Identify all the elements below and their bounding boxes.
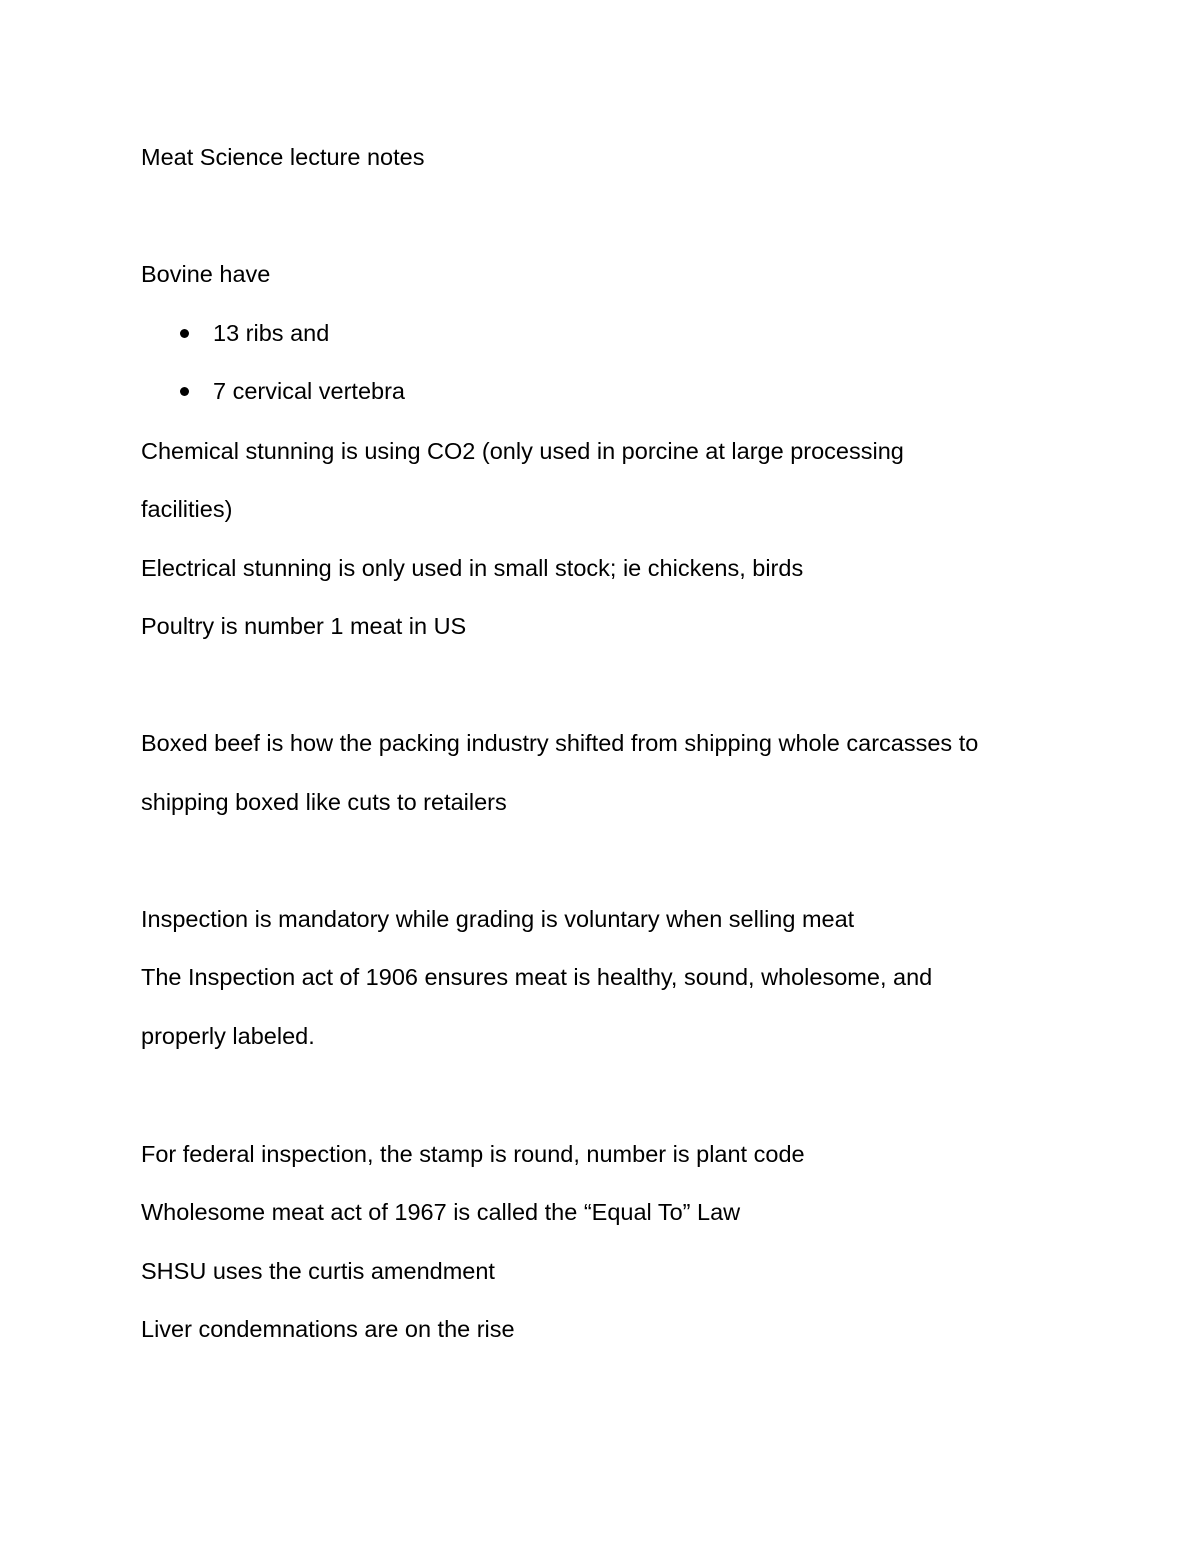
list-item: 7 cervical vertebra xyxy=(213,378,405,404)
paragraph: Electrical stunning is only used in small stock; ie chickens, birds xyxy=(141,555,804,581)
paragraph: Boxed beef is how the packing industry shifted from shipping whole carcasses to xyxy=(141,730,979,756)
paragraph: Liver condemnations are on the rise xyxy=(141,1316,515,1342)
paragraph: For federal inspection, the stamp is round, number is plant code xyxy=(141,1141,805,1167)
paragraph: SHSU uses the curtis amendment xyxy=(141,1258,495,1284)
bullet-icon xyxy=(180,329,189,338)
paragraph: shipping boxed like cuts to retailers xyxy=(141,789,507,815)
paragraph: Wholesome meat act of 1967 is called the “Equal To” Law xyxy=(141,1199,741,1225)
paragraph: Chemical stunning is using CO2 (only used in porcine at large processing xyxy=(141,438,904,464)
bullet-icon xyxy=(180,387,189,396)
paragraph: facilities) xyxy=(141,496,233,522)
paragraph: Inspection is mandatory while grading is voluntary when selling meat xyxy=(141,906,855,932)
paragraph: Bovine have xyxy=(141,261,271,287)
document-title: Meat Science lecture notes xyxy=(141,144,425,170)
paragraph: properly labeled. xyxy=(141,1023,315,1049)
list-item: 13 ribs and xyxy=(213,320,330,346)
paragraph: The Inspection act of 1906 ensures meat is healthy, sound, wholesome, and xyxy=(141,964,933,990)
paragraph: Poultry is number 1 meat in US xyxy=(141,613,467,639)
